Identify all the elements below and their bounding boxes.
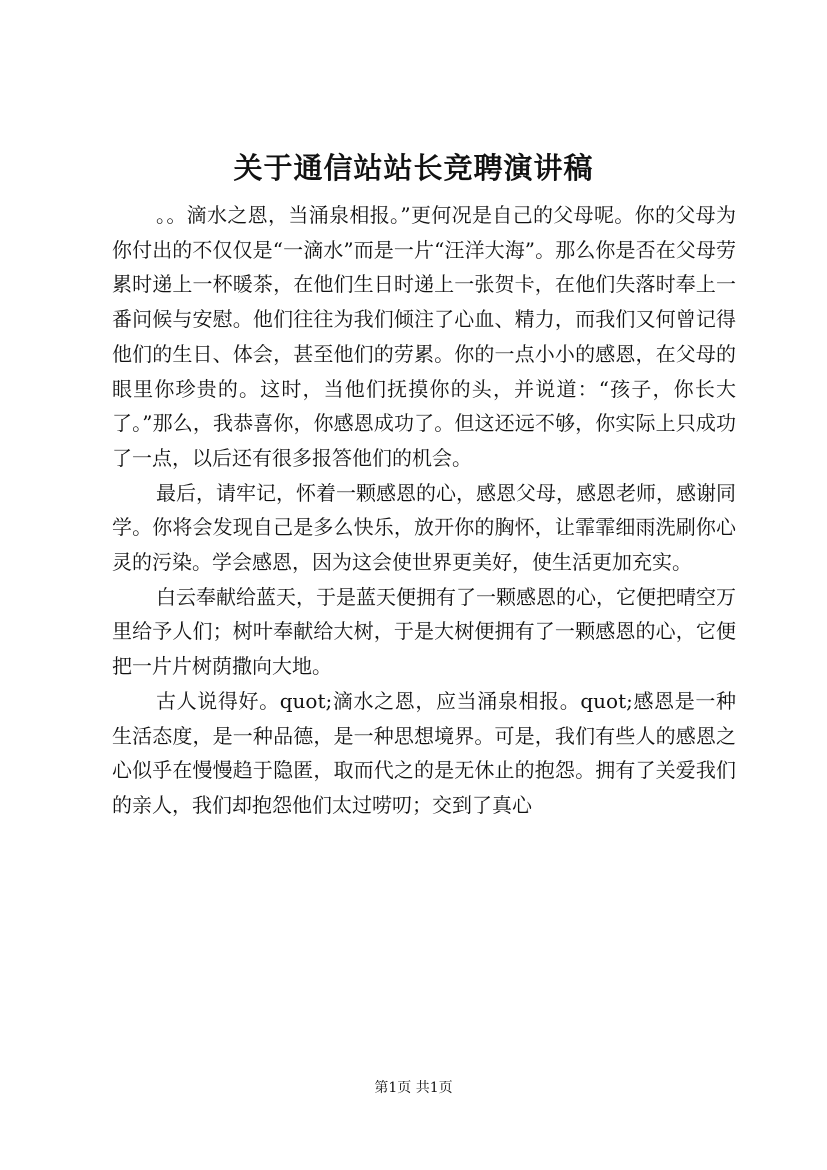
document-title: 关于通信站站长竞聘演讲稿 (233, 151, 594, 185)
page-footer: 第1页 共1页 (374, 1080, 453, 1096)
document-body (112, 198, 736, 823)
paragraph: 。。滴水之恩，当涌泉相报。”更何况是自己的父母呢。你的父母为你付出的不仅仅是“一滴水”而是一片“汪洋大海”。那么你是否在父母劳累时递上一杯暖茶，在他们生日时递上一张贺卡，在他们失落时奉上一番问候与安慰。他们往往为我们倾注了心血、精力，而我们又何曾记得他们的生日、体会，甚至他们的劳累。你的一点小小的感恩，在父母的眼里你珍贵的。这时，当他们抚摸你的头，并说道：“孩子，你长大了。”那么，我恭喜你，你感恩成功了。但这还远不够，你实际上只成功了一点，以后还有很多报答他们的机会。 (112, 203, 736, 470)
paragraph: 最后，请牢记，怀着一颗感恩的心，感恩父母，感恩老师，感谢同学。你将会发现自己是多么快乐，放开你的胸怀，让霏霏细雨洗刷你心灵的污染。学会感恩，因为这会使世界更美好，使生活更加充实。 (112, 480, 736, 575)
paragraph: 白云奉献给蓝天，于是蓝天便拥有了一颗感恩的心，它便把晴空万里给予人们；树叶奉献给大树，于是大树便拥有了一颗感恩的心，它便把一片片树荫撒向大地。 (112, 584, 736, 679)
paragraph: 古人说得好。quot;滴水之恩，应当涌泉相报。quot;感恩是一种生活态度，是一种品德，是一种思想境界。可是，我们有些人的感恩之心似乎在慢慢趋于隐匿，取而代之的是无休止的抱怨。拥有了关爱我们的亲人，我们却抱怨他们太过唠叨；交到了真心 (112, 688, 736, 817)
